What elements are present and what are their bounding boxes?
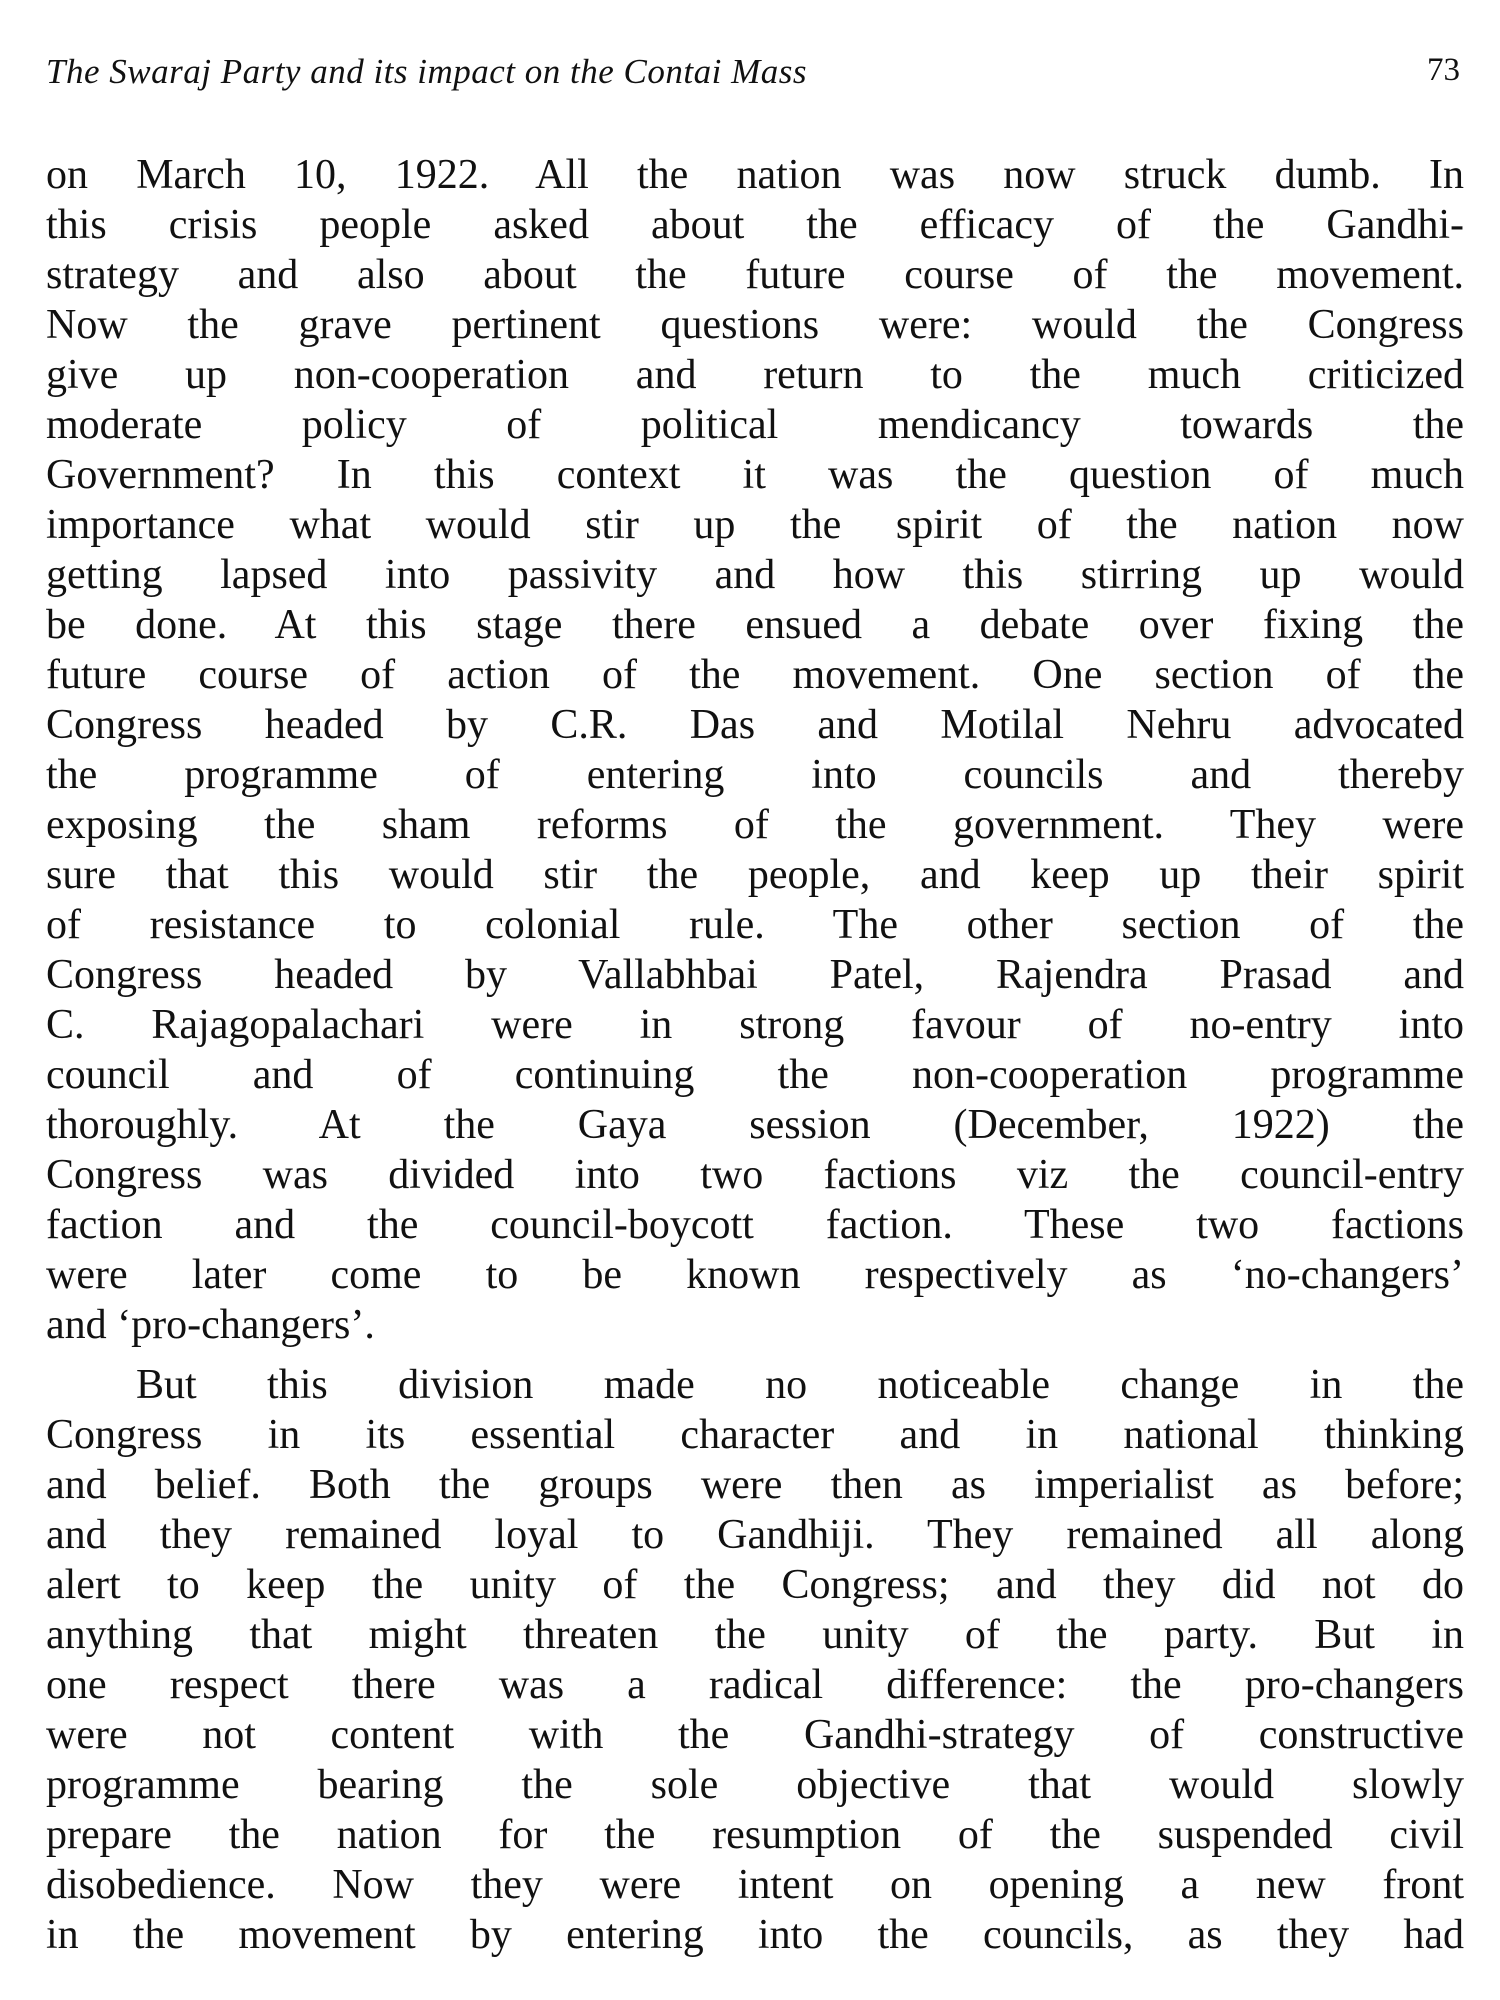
text-line: Now the grave pertinent questions were: would the Congress: [46, 302, 1464, 348]
text-line: exposing the sham reforms of the government. They were: [46, 802, 1464, 848]
running-title: The Swaraj Party and its impact on the Contai Mass: [46, 52, 807, 91]
text-line: programme bearing the sole objective that would slowly: [46, 1762, 1464, 1808]
page-number: 73: [1427, 52, 1460, 88]
paragraph-1: [46, 150, 1464, 1350]
text-line: prepare the nation for the resumption of the suspended civil: [46, 1812, 1464, 1858]
text-line: council and of continuing the non-cooperation programme: [46, 1052, 1464, 1098]
text-line: moderate policy of political mendicancy towards the: [46, 402, 1464, 448]
text-line: this crisis people asked about the efficacy of the Gandhi-: [46, 202, 1464, 248]
text-line: were not content with the Gandhi-strategy of constructive: [46, 1712, 1464, 1758]
text-line: and ‘pro-changers’.: [46, 1302, 375, 1348]
text-line: future course of action of the movement. One section of the: [46, 652, 1464, 698]
text-line: were later come to be known respectively as ‘no-changers’: [46, 1252, 1464, 1298]
text-line: anything that might threaten the unity of the party. But in: [46, 1612, 1464, 1658]
text-line: strategy and also about the future course of the movement.: [46, 252, 1464, 298]
text-line: sure that this would stir the people, and keep up their spirit: [46, 852, 1464, 898]
text-line: Government? In this context it was the question of much: [46, 452, 1464, 498]
text-line: in the movement by entering into the councils, as they had: [46, 1912, 1464, 1958]
text-line: getting lapsed into passivity and how this stirring up would: [46, 552, 1464, 598]
text-line: C. Rajagopalachari were in strong favour of no-entry into: [46, 1002, 1464, 1048]
text-line: Congress headed by C.R. Das and Motilal Nehru advocated: [46, 702, 1464, 748]
text-line: disobedience. Now they were intent on opening a new front: [46, 1862, 1464, 1908]
paragraph-2: [46, 1360, 1464, 1960]
text-line: the programme of entering into councils and thereby: [46, 752, 1464, 798]
text-line: thoroughly. At the Gaya session (December, 1922) the: [46, 1102, 1464, 1148]
text-line: one respect there was a radical difference: the pro-changers: [46, 1662, 1464, 1708]
text-line: Congress in its essential character and in national thinking: [46, 1412, 1464, 1458]
text-line: Congress headed by Vallabhbai Patel, Rajendra Prasad and: [46, 952, 1464, 998]
body-text: [46, 150, 1464, 1960]
text-line: importance what would stir up the spirit of the nation now: [46, 502, 1464, 548]
text-line: be done. At this stage there ensued a debate over fixing the: [46, 602, 1464, 648]
text-line: give up non-cooperation and return to the much criticized: [46, 352, 1464, 398]
text-line: faction and the council-boycott faction. These two factions: [46, 1202, 1464, 1248]
text-line: of resistance to colonial rule. The other section of the: [46, 902, 1464, 948]
paragraph-gap: [46, 1350, 1464, 1360]
text-line: and belief. Both the groups were then as imperialist as before;: [46, 1462, 1464, 1508]
text-line: and they remained loyal to Gandhiji. They remained all along: [46, 1512, 1464, 1558]
running-head: [46, 52, 1460, 102]
text-line: alert to keep the unity of the Congress; and they did not do: [46, 1562, 1464, 1608]
text-line: Congress was divided into two factions viz the council-entry: [46, 1152, 1464, 1198]
text-line: But this division made no noticeable change in the: [136, 1362, 1464, 1408]
text-line: on March 10, 1922. All the nation was now struck dumb. In: [46, 152, 1464, 198]
